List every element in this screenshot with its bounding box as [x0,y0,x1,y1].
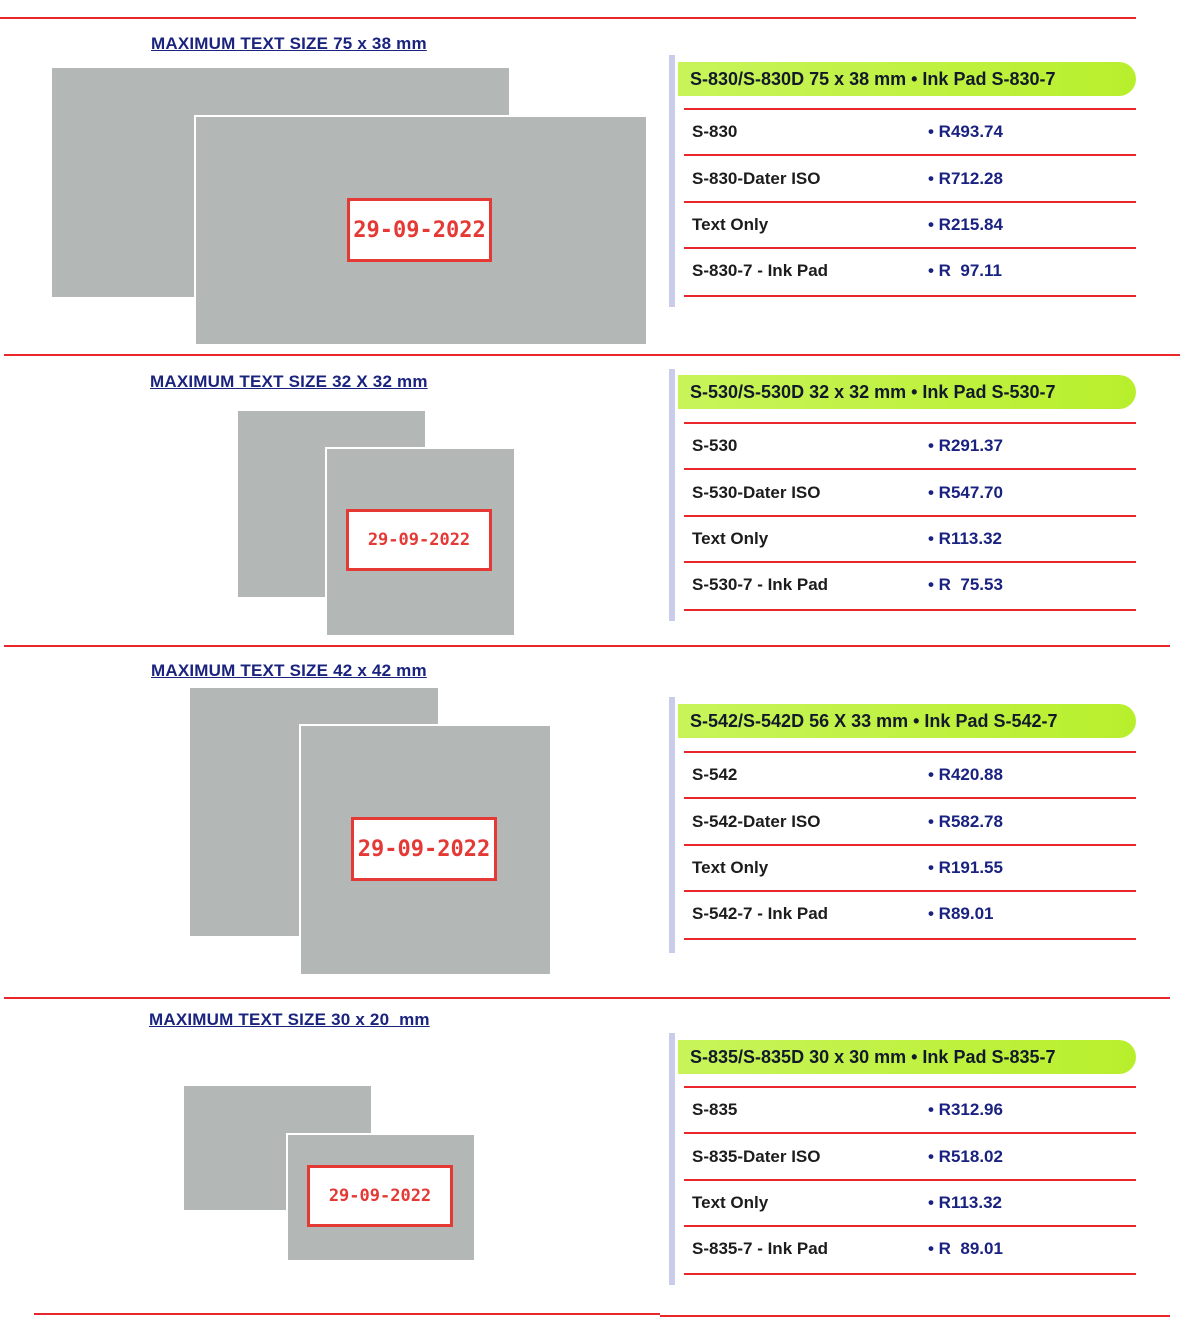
price-row [684,1227,1136,1275]
date-stamp: 29-09-2022 [351,817,497,881]
item-label: Text Only [692,1193,769,1212]
price-row [684,203,1136,249]
item-price: • R518.02 [928,1147,1003,1166]
item-price: • R191.55 [928,858,1003,877]
item-label: S-530-7 - Ink Pad [692,575,829,594]
price-row [684,800,1136,846]
section-accent-bar [669,369,675,621]
item-label: S-830-7 - Ink Pad [692,261,829,280]
price-row [684,517,1136,563]
product-header: S-835/S-835D 30 x 30 mm • Ink Pad S-835-7 [678,1040,1136,1074]
price-row [684,892,1136,940]
item-label: S-542 [692,765,738,784]
divider [4,645,1170,647]
max-text-size-title: MAXIMUM TEXT SIZE 30 x 20 mm [149,1010,430,1029]
price-row [684,249,1136,297]
item-price: • R 89.01 [928,1239,1003,1258]
price-row [684,157,1136,203]
item-price: • R712.28 [928,169,1003,188]
max-text-size-title: MAXIMUM TEXT SIZE 32 X 32 mm [150,372,428,391]
item-price: • R582.78 [928,812,1003,831]
item-price: • R493.74 [928,122,1003,141]
divider [4,997,1170,999]
divider [0,17,1136,19]
item-label: Text Only [692,858,769,877]
section-accent-bar [669,697,675,953]
section-accent-bar [669,1033,675,1285]
item-label: S-830-Dater ISO [692,169,821,188]
section-accent-bar [669,55,675,307]
product-header: S-830/S-830D 75 x 38 mm • Ink Pad S-830-7 [678,62,1136,96]
item-label: Text Only [692,215,769,234]
divider [660,1315,1170,1317]
item-label: S-542-7 - Ink Pad [692,904,829,923]
item-price: • R89.01 [928,904,994,923]
item-label: S-835-7 - Ink Pad [692,1239,829,1258]
item-price: • R 97.11 [928,261,1003,280]
price-row [684,424,1136,470]
item-label: S-830 [692,122,738,141]
item-price: • R420.88 [928,765,1003,784]
item-price: • R 75.53 [928,575,1003,594]
item-price: • R113.32 [928,1193,1003,1212]
item-label: S-530 [692,436,738,455]
item-price: • R312.96 [928,1100,1003,1119]
date-stamp: 29-09-2022 [347,198,492,262]
divider [34,1313,660,1315]
item-label: S-835 [692,1100,738,1119]
price-row [684,846,1136,892]
item-label: S-530-Dater ISO [692,483,821,502]
date-stamp: 29-09-2022 [346,509,492,571]
price-row [684,1088,1136,1134]
item-label: S-835-Dater ISO [692,1147,821,1166]
divider [4,354,1180,356]
price-row [684,1181,1136,1227]
product-header: S-530/S-530D 32 x 32 mm • Ink Pad S-530-7 [678,375,1136,409]
item-label: Text Only [692,529,769,548]
item-price: • R113.32 [928,529,1003,548]
date-stamp: 29-09-2022 [307,1165,453,1227]
price-row [684,110,1136,156]
item-price: • R215.84 [928,215,1003,234]
item-price: • R547.70 [928,483,1003,502]
item-price: • R291.37 [928,436,1003,455]
price-row [684,1135,1136,1181]
price-row [684,753,1136,799]
max-text-size-title: MAXIMUM TEXT SIZE 75 x 38 mm [151,34,427,53]
price-row [684,563,1136,611]
item-label: S-542-Dater ISO [692,812,821,831]
price-row [684,471,1136,517]
max-text-size-title: MAXIMUM TEXT SIZE 42 x 42 mm [151,661,427,680]
product-header: S-542/S-542D 56 X 33 mm • Ink Pad S-542-7 [678,704,1136,738]
